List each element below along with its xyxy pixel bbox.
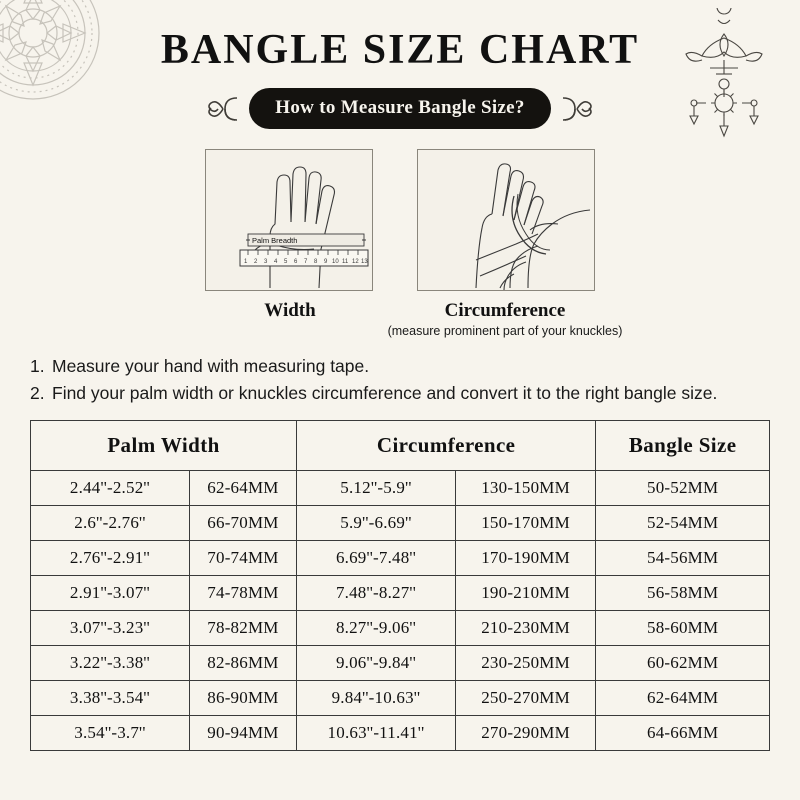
cell-circ-mm: 190-210MM [455,575,595,610]
svg-text:6: 6 [294,259,298,265]
panel-width [205,149,373,291]
cell-circ-mm: 250-270MM [455,680,595,715]
hand-palm-ruler-illustration-icon [206,150,372,290]
header-bangle-size: Bangle Size [596,420,770,470]
cell-circ-mm: 170-190MM [455,540,595,575]
cell-bangle-size: 64-66MM [596,715,770,750]
cell-bangle-size: 62-64MM [596,680,770,715]
panel-captions [0,291,800,338]
svg-text:5: 5 [284,259,288,265]
swirl-ornament-right-icon [561,94,593,124]
svg-text:13: 13 [361,259,368,265]
cell-palm-mm: 78-82MM [189,610,296,645]
cell-palm-inch: 2.76''-2.91'' [31,540,190,575]
svg-text:11: 11 [342,259,349,265]
cell-palm-mm: 66-70MM [189,505,296,540]
palm-breadth-label: Palm Breadth [252,236,298,245]
cell-palm-mm: 86-90MM [189,680,296,715]
step-number: 2. [30,382,45,403]
instructions-list [30,354,770,406]
cell-palm-mm: 74-78MM [189,575,296,610]
cell-circ-mm: 230-250MM [455,645,595,680]
svg-text:2: 2 [254,259,258,265]
svg-text:12: 12 [352,259,359,265]
cell-palm-mm: 90-94MM [189,715,296,750]
table-row [31,645,770,680]
caption-circumference-wrap [387,291,623,338]
cell-palm-inch: 2.6''-2.76'' [31,505,190,540]
instruction-step [30,354,770,379]
cell-bangle-size: 52-54MM [596,505,770,540]
swirl-ornament-left-icon [207,94,239,124]
cell-circ-inch: 9.06''-9.84'' [297,645,456,680]
step-text: Measure your hand with measuring tape. [52,356,370,376]
cell-bangle-size: 50-52MM [596,470,770,505]
cell-circ-mm: 150-170MM [455,505,595,540]
cell-circ-mm: 210-230MM [455,610,595,645]
panel-width-wrap [205,149,373,291]
caption-width: Width [264,300,316,321]
header-circumference: Circumference [297,420,596,470]
cell-circ-inch: 5.12''-5.9'' [297,470,456,505]
table-row [31,610,770,645]
svg-text:1: 1 [244,259,248,265]
table-row [31,540,770,575]
cell-circ-mm: 270-290MM [455,715,595,750]
cell-palm-inch: 2.91''-3.07'' [31,575,190,610]
table-row [31,575,770,610]
cell-palm-inch: 3.07''-3.23'' [31,610,190,645]
table-row [31,505,770,540]
svg-text:9: 9 [324,259,328,265]
step-text: Find your palm width or knuckles circumference and convert it to the right bangle size. [52,382,718,403]
cell-palm-mm: 82-86MM [189,645,296,680]
hand-knuckles-tape-illustration-icon [418,150,594,290]
step-number: 1. [30,356,45,376]
cell-circ-inch: 5.9''-6.69'' [297,505,456,540]
subtitle-row [0,88,800,129]
table-header-row [31,420,770,470]
table-row [31,715,770,750]
cell-circ-mm: 130-150MM [455,470,595,505]
caption-circumference: Circumference [444,300,566,321]
cell-palm-mm: 70-74MM [189,540,296,575]
cell-palm-mm: 62-64MM [189,470,296,505]
cell-bangle-size: 58-60MM [596,610,770,645]
cell-bangle-size: 54-56MM [596,540,770,575]
svg-text:10: 10 [332,259,339,265]
cell-palm-inch: 3.54''-3.7'' [31,715,190,750]
illustration-panels [0,149,800,291]
table-row [31,470,770,505]
page-title: BANGLE SIZE CHART [160,27,640,73]
header-palm-width: Palm Width [31,420,297,470]
size-table-wrap [30,420,770,751]
size-table [30,420,770,751]
cell-circ-inch: 7.48''-8.27'' [297,575,456,610]
cell-palm-inch: 3.22''-3.38'' [31,645,190,680]
instruction-step [30,381,770,406]
subcaption-circumference: (measure prominent part of your knuckles) [387,324,623,338]
table-row [31,680,770,715]
cell-bangle-size: 60-62MM [596,645,770,680]
cell-palm-inch: 2.44''-2.52'' [31,470,190,505]
svg-text:7: 7 [304,259,308,265]
cell-circ-inch: 8.27''-9.06'' [297,610,456,645]
svg-text:4: 4 [274,259,278,265]
cell-bangle-size: 56-58MM [596,575,770,610]
panel-circumference-wrap [417,149,595,291]
subtitle-pill: How to Measure Bangle Size? [249,88,550,129]
caption-width-wrap [207,291,373,338]
svg-text:8: 8 [314,259,318,265]
cell-circ-inch: 9.84''-10.63'' [297,680,456,715]
cell-circ-inch: 10.63''-11.41'' [297,715,456,750]
cell-palm-inch: 3.38''-3.54'' [31,680,190,715]
cell-circ-inch: 6.69''-7.48'' [297,540,456,575]
panel-circumference [417,149,595,291]
svg-text:3: 3 [264,259,268,265]
